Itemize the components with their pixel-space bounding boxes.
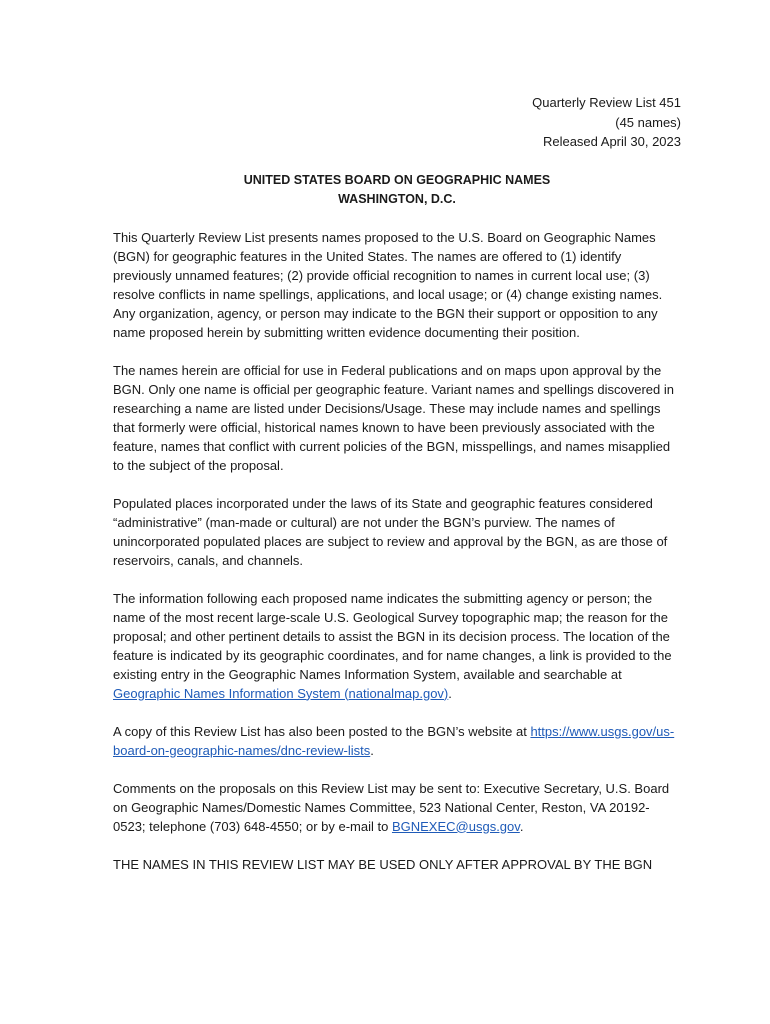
email-link[interactable]: BGNEXEC@usgs.gov [391,818,520,834]
populated-places-paragraph: Populated places incorporated under the laws of its State and geographic features considered “administrative” (man-made or cultural) are not under the BGN’s purview. The names of unincorporated populated places are subject to review and approval by the BGN, as are those of reservoirs, canals, and channels. [113,495,668,568]
release-date: Released April 30, 2023 [542,134,681,149]
comments-end: . [519,818,524,834]
comments-text: Comments on the proposals on this Review List may be sent to: Executive Secretary, U.S. Board on Geographic Names/Domestic Names Committee, 523 National Center, Reston, VA 20192-0523; telephone (703) 648-4550; or by e-mail to [113,780,670,834]
document-title [113,171,681,209]
approval-notice: THE NAMES IN THIS REVIEW LIST MAY BE USED ONLY AFTER APPROVAL BY THE BGN [113,856,653,872]
comments-paragraph [113,779,681,836]
website-paragraph [113,722,681,760]
document-content [113,93,681,874]
official-names-paragraph: The names herein are official for use in Federal publications and on maps upon approval by the BGN. Only one name is official per geographic feature. Variant names and spellings discovered in researching a name are listed under Decisions/Usage. These may include names and spellings that formerly were official, historical names known to have been previously associated with the feature, names that conflict with current policies of the BGN, misspellings, and names misapplied to the subject of the proposal. [113,362,674,473]
information-paragraph [113,589,681,703]
gnis-link[interactable]: Geographic Names Information System (nationalmap.gov) [113,685,449,701]
names-count: (45 names) [615,114,681,130]
information-text: The information following each proposed name indicates the submitting agency or person; the name of the most recent large-scale U.S. Geological Survey topographic map; the reason for the proposal; and other pertinent details to assist the BGN in its decision process. The location of the feature is indicated by its geographic coordinates, and for name changes, a link is provided to the existing entry in the Geographic Names Information System, available and searchable at [113,590,672,682]
review-list-header [113,93,681,152]
website-end: . [370,742,374,758]
intro-paragraph: This Quarterly Review List presents names proposed to the U.S. Board on Geographic Names (BGN) for geographic features in the United States. The names are offered to (1) identify previously unnamed features; (2) provide official recognition to names in current local use; (3) resolve conflicts in name spellings, applications, and local usage; or (4) change existing names. Any organization, agency, or person may indicate to the BGN their support or opposition to any name proposed herein by submitting written evidence documenting their position. [113,229,663,340]
information-end: . [448,685,452,701]
title-line-2: WASHINGTON, D.C. [338,191,456,206]
review-lists-link[interactable]: https://www.usgs.gov/us-board-on-geographic-names/dnc-review-lists [113,723,675,758]
review-list-name: Quarterly Review List 451 [532,95,681,110]
website-text: A copy of this Review List has also been posted to the BGN’s website at [113,723,531,739]
title-line-1: UNITED STATES BOARD ON GEOGRAPHIC NAMES [243,172,551,187]
